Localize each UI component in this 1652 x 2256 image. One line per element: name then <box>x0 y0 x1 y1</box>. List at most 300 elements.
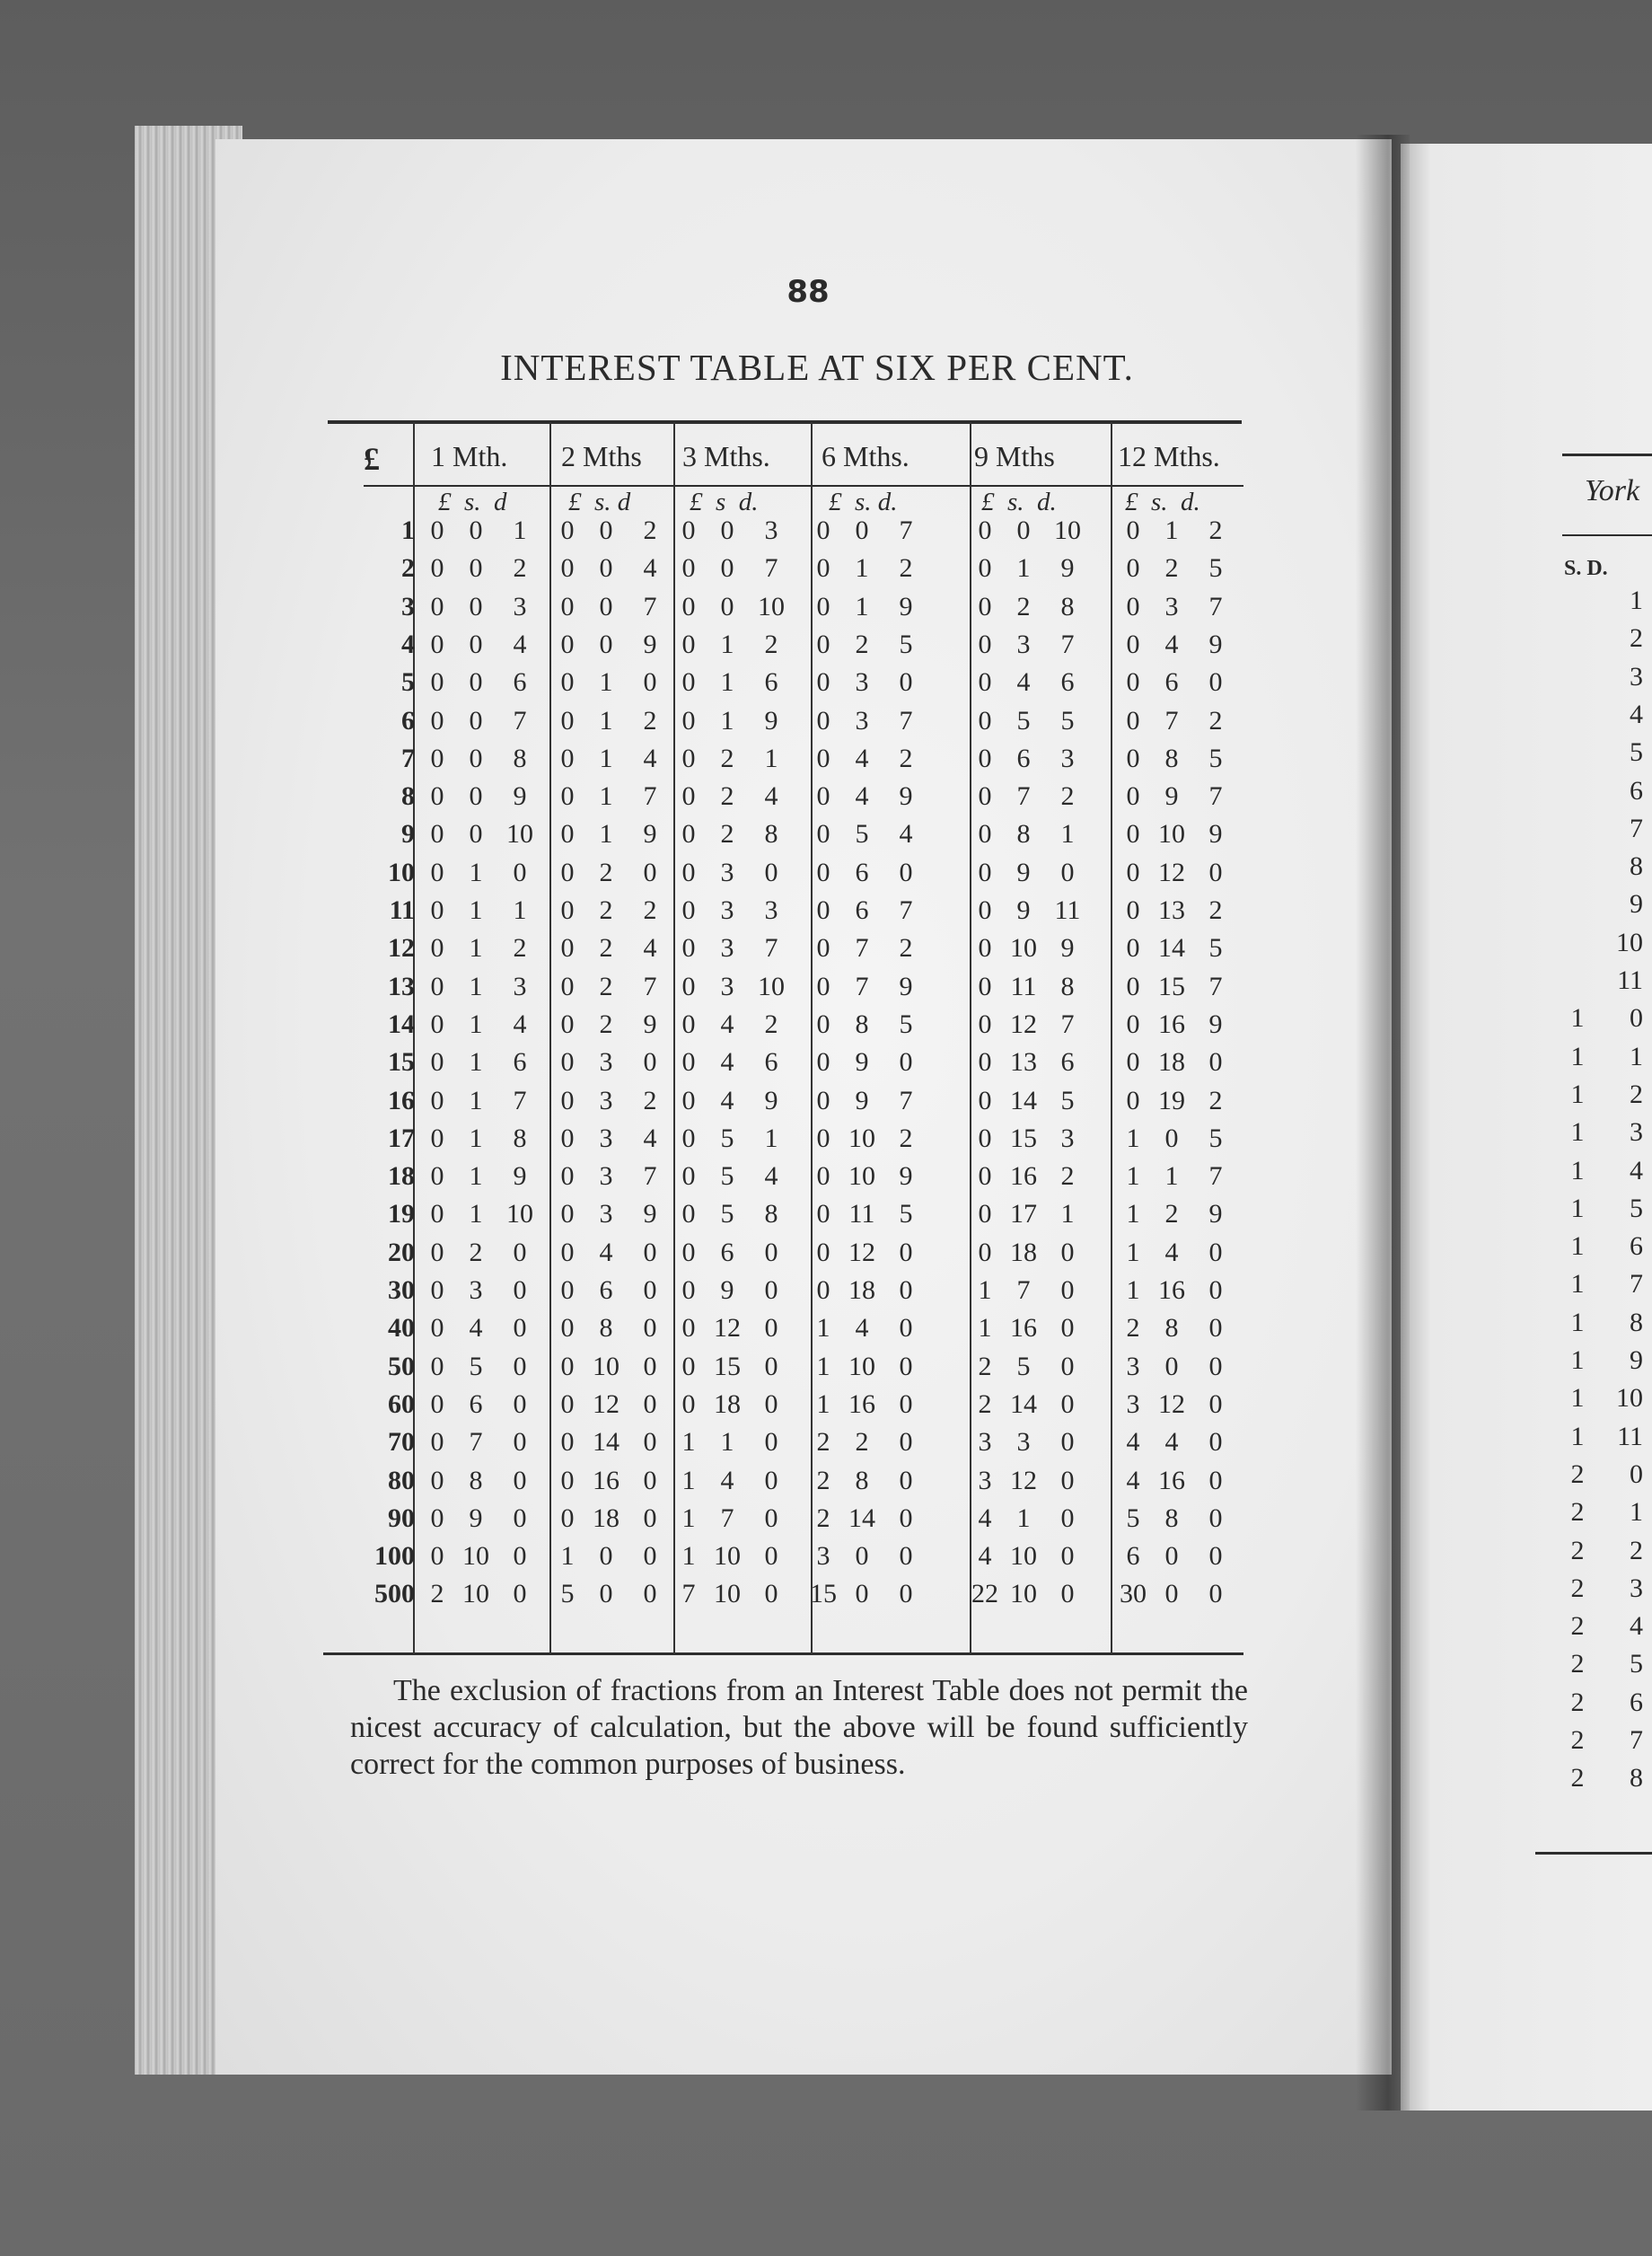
pounds-value: 0 <box>681 819 696 850</box>
table-row <box>350 815 1248 853</box>
shillings-value: 0 <box>1016 516 1031 545</box>
pounds-value: 0 <box>978 857 992 887</box>
column-subheader: £ s. d. <box>1125 488 1200 516</box>
pounds-value: 0 <box>560 591 575 621</box>
pence-value: 5 <box>899 1199 913 1229</box>
pounds-value: 0 <box>681 667 696 698</box>
interest-value <box>1118 1538 1252 1575</box>
pence-value: 4 <box>764 781 778 812</box>
pounds-value: 0 <box>978 1199 992 1229</box>
pence-value: 0 <box>764 1313 778 1344</box>
table-row <box>350 588 1248 626</box>
shillings-value: 6 <box>855 857 869 887</box>
shillings-value: 1 <box>469 1199 483 1229</box>
interest-value <box>422 892 557 930</box>
interest-value <box>422 778 557 815</box>
interest-value <box>552 1044 687 1081</box>
right-page-row <box>1544 1038 1652 1076</box>
pence-value: 6 <box>764 667 778 698</box>
pounds-value: 0 <box>816 1161 830 1192</box>
pence-value: 1 <box>513 516 527 545</box>
pence-value: 11 <box>1054 895 1081 925</box>
pounds-value: 0 <box>1126 781 1140 812</box>
pence-value: 0 <box>1208 1275 1223 1305</box>
pence-value: 5 <box>1630 1193 1643 1223</box>
shillings-value: 2 <box>720 819 734 850</box>
table-row <box>350 892 1248 930</box>
pence-value: 2 <box>1630 1079 1643 1109</box>
right-page-row <box>1544 658 1652 696</box>
pounds-value: 3 <box>978 1465 992 1495</box>
shillings-value: 2 <box>855 1427 869 1458</box>
pence-value: 4 <box>643 743 657 773</box>
pence-value: 1 <box>1060 819 1075 850</box>
pounds-value: 0 <box>978 781 992 812</box>
pence-value: 9 <box>643 1009 657 1039</box>
interest-value <box>552 1158 687 1195</box>
pence-value: 7 <box>643 1161 657 1192</box>
pence-value: 0 <box>513 1541 527 1572</box>
pounds-value: 0 <box>816 1275 830 1305</box>
shillings-value: 14 <box>1158 933 1185 964</box>
shillings-value: 16 <box>1158 1465 1185 1495</box>
pence-value: 0 <box>764 1541 778 1572</box>
right-page-row <box>1544 962 1652 1000</box>
pence-value: 5 <box>1060 1085 1075 1115</box>
pence-value: 3 <box>1060 1123 1075 1153</box>
pence-value: 2 <box>643 1085 657 1115</box>
principal-amount: 1 <box>401 516 415 545</box>
shillings-value: 15 <box>1010 1123 1037 1153</box>
pounds-value: 1 <box>816 1313 830 1344</box>
shillings-value: 9 <box>469 1503 483 1533</box>
interest-value <box>1118 702 1252 740</box>
shillings-value: 0 <box>1164 1123 1179 1153</box>
shillings-value: 0 <box>599 553 613 584</box>
pounds-value: 0 <box>681 1313 696 1344</box>
pence-value: 0 <box>764 1351 778 1381</box>
pounds-value: 0 <box>681 1237 696 1267</box>
pounds-value: 0 <box>560 857 575 887</box>
shillings-value: 3 <box>1016 629 1031 659</box>
shillings-value: 5 <box>720 1123 734 1153</box>
principal-amount: 11 <box>389 895 415 925</box>
shillings-value: 7 <box>469 1427 483 1458</box>
pence-value: 5 <box>899 629 913 659</box>
pence-value: 4 <box>1630 1611 1643 1642</box>
right-page-row <box>1544 1265 1652 1303</box>
interest-value <box>1118 968 1252 1006</box>
interest-value <box>808 892 943 930</box>
pounds-value: 0 <box>816 705 830 736</box>
interest-value <box>552 664 687 701</box>
table-row <box>350 1500 1248 1538</box>
pounds-value: 1 <box>1126 1237 1140 1267</box>
interest-value <box>673 740 808 778</box>
right-page-header-rule <box>1562 454 1652 456</box>
shillings-value: 10 <box>848 1123 875 1153</box>
shillings-value: 1 <box>1164 1161 1179 1192</box>
pounds-value: 3 <box>1126 1388 1140 1419</box>
pounds-value: 0 <box>978 516 992 545</box>
bottom-rule <box>323 1652 1243 1655</box>
pence-value: 0 <box>513 1275 527 1305</box>
pounds-value: 0 <box>978 1047 992 1078</box>
shillings-value: 1 <box>1570 1383 1585 1414</box>
pence-value: 7 <box>643 971 657 1001</box>
pence-value: 7 <box>643 781 657 812</box>
interest-value <box>673 626 808 664</box>
interest-value <box>970 1006 1104 1044</box>
shillings-value: 4 <box>1016 667 1031 698</box>
interest-value <box>970 1082 1104 1120</box>
interest-value <box>552 968 687 1006</box>
principal-amount: 4 <box>401 629 415 659</box>
pence-value: 7 <box>764 933 778 964</box>
pounds-value: 22 <box>971 1579 998 1609</box>
interest-value <box>1118 1195 1252 1233</box>
pence-value: 0 <box>513 1351 527 1381</box>
pounds-value: 0 <box>430 516 444 545</box>
shillings-value: 0 <box>469 629 483 659</box>
pence-value: 1 <box>764 743 778 773</box>
pounds-value: 0 <box>681 857 696 887</box>
principal-amount: 12 <box>388 933 415 964</box>
interest-value <box>1118 815 1252 853</box>
interest-value <box>808 778 943 815</box>
shillings-value: 11 <box>848 1199 875 1229</box>
pounds-value: 0 <box>430 781 444 812</box>
pence-value: 0 <box>764 1388 778 1419</box>
pence-value: 0 <box>643 1503 657 1533</box>
interest-value <box>970 702 1104 740</box>
shillings-value: 0 <box>599 629 613 659</box>
pence-value: 9 <box>899 1161 913 1192</box>
interest-value <box>1118 892 1252 930</box>
shillings-value: 2 <box>1164 553 1179 584</box>
pounds-value: 0 <box>681 553 696 584</box>
pounds-value: 0 <box>430 629 444 659</box>
pence-value: 10 <box>1054 516 1081 545</box>
pence-value: 0 <box>764 1275 778 1305</box>
shillings-value: 1 <box>469 1085 483 1115</box>
pounds-value: 4 <box>1126 1465 1140 1495</box>
pence-value: 1 <box>1060 1199 1075 1229</box>
pence-value: 0 <box>643 1313 657 1344</box>
pence-value: 7 <box>1208 1161 1223 1192</box>
shillings-value: 12 <box>848 1237 875 1267</box>
interest-value <box>1118 1158 1252 1195</box>
pounds-value: 0 <box>816 553 830 584</box>
pence-value: 8 <box>513 743 527 773</box>
interest-value <box>673 1575 808 1613</box>
shillings-value: 7 <box>1016 781 1031 812</box>
pence-value: 7 <box>1630 813 1643 843</box>
pounds-value: 0 <box>1126 667 1140 698</box>
right-page-row <box>1544 696 1652 734</box>
pounds-value: 0 <box>681 1388 696 1419</box>
interest-value <box>422 1462 557 1500</box>
shillings-value: 2 <box>1570 1649 1585 1679</box>
interest-value <box>552 1423 687 1461</box>
shillings-value: 1 <box>720 1427 734 1458</box>
pounds-value: 0 <box>560 1388 575 1419</box>
pence-value: 2 <box>1208 1085 1223 1115</box>
interest-value <box>970 1234 1104 1272</box>
pence-value: 5 <box>1208 743 1223 773</box>
shillings-value: 2 <box>1570 1763 1585 1793</box>
table-row <box>350 1462 1248 1500</box>
interest-value <box>808 740 943 778</box>
pence-value: 9 <box>643 1199 657 1229</box>
shillings-value: 3 <box>855 667 869 698</box>
pence-value: 8 <box>1630 1307 1643 1337</box>
interest-value <box>808 1500 943 1538</box>
pence-value: 11 <box>1617 1421 1643 1451</box>
interest-value <box>422 1423 557 1461</box>
pence-value: 0 <box>1060 1313 1075 1344</box>
pence-value: 10 <box>1616 927 1643 957</box>
shillings-value: 6 <box>599 1275 613 1305</box>
pounds-value: 0 <box>560 933 575 964</box>
shillings-value: 9 <box>1164 781 1179 812</box>
interest-value <box>552 1348 687 1386</box>
column-subheader: £ s. d <box>568 488 631 516</box>
shillings-value: 2 <box>720 743 734 773</box>
interest-value <box>808 1309 943 1347</box>
shillings-value: 10 <box>848 1351 875 1381</box>
pence-value: 3 <box>513 971 527 1001</box>
shillings-value: 8 <box>855 1465 869 1495</box>
shillings-value: 13 <box>1010 1047 1037 1078</box>
interest-value <box>673 550 808 587</box>
shillings-value: 0 <box>855 1579 869 1609</box>
pounds-value: 0 <box>560 1465 575 1495</box>
interest-value <box>422 854 557 892</box>
shillings-value: 1 <box>599 819 613 850</box>
pence-value: 6 <box>513 667 527 698</box>
pounds-value: 0 <box>1126 553 1140 584</box>
pounds-value: 0 <box>560 1047 575 1078</box>
pence-value: 2 <box>764 629 778 659</box>
interest-value <box>970 854 1104 892</box>
shillings-value: 12 <box>1158 1388 1185 1419</box>
interest-value <box>970 1195 1104 1233</box>
principal-amount: 500 <box>374 1579 415 1609</box>
pence-value: 7 <box>643 591 657 621</box>
shillings-value: 4 <box>720 1085 734 1115</box>
interest-value <box>970 1120 1104 1158</box>
column-header: 6 Mths. <box>822 440 909 472</box>
pounds-value: 5 <box>560 1579 575 1609</box>
pounds-value: 0 <box>430 1085 444 1115</box>
interest-value <box>673 1423 808 1461</box>
shillings-value: 19 <box>1158 1085 1185 1115</box>
pounds-value: 7 <box>681 1579 696 1609</box>
pence-value: 0 <box>1208 857 1223 887</box>
pounds-value: 0 <box>978 1161 992 1192</box>
interest-value <box>552 1309 687 1347</box>
shillings-value: 6 <box>855 895 869 925</box>
shillings-value: 1 <box>469 1161 483 1192</box>
pounds-value: 3 <box>978 1427 992 1458</box>
interest-value <box>422 1500 557 1538</box>
shillings-value: 1 <box>1570 1307 1585 1337</box>
table-row <box>350 1423 1248 1461</box>
interest-value <box>1118 1006 1252 1044</box>
pounds-value: 0 <box>681 705 696 736</box>
interest-value <box>808 550 943 587</box>
shillings-value: 3 <box>599 1123 613 1153</box>
pounds-value: 0 <box>816 629 830 659</box>
shillings-value: 2 <box>1570 1535 1585 1565</box>
pounds-value: 0 <box>681 1275 696 1305</box>
pence-value: 9 <box>1208 1199 1223 1229</box>
shillings-value: 1 <box>1016 1503 1031 1533</box>
interest-value <box>673 1120 808 1158</box>
table-row <box>350 778 1248 815</box>
pence-value: 8 <box>1630 1763 1643 1793</box>
shillings-value: 4 <box>1164 629 1179 659</box>
column-header: 1 Mth. <box>431 440 508 472</box>
interest-value <box>422 1044 557 1081</box>
interest-value <box>422 815 557 853</box>
pounds-value: 2 <box>816 1503 830 1533</box>
shillings-value: 14 <box>848 1503 875 1533</box>
table-row <box>350 1538 1248 1575</box>
interest-value <box>673 815 808 853</box>
pence-value: 2 <box>643 705 657 736</box>
interest-value <box>970 1423 1104 1461</box>
interest-value <box>422 968 557 1006</box>
shillings-value: 8 <box>1164 1503 1179 1533</box>
pounds-value: 0 <box>430 933 444 964</box>
pence-value: 0 <box>513 1427 527 1458</box>
pounds-value: 2 <box>978 1351 992 1381</box>
shillings-value: 0 <box>599 1579 613 1609</box>
shillings-value: 3 <box>599 1085 613 1115</box>
pounds-value: 0 <box>560 1503 575 1533</box>
pounds-value: 0 <box>560 1199 575 1229</box>
pounds-value: 0 <box>430 1199 444 1229</box>
pence-value: 0 <box>643 1275 657 1305</box>
interest-value <box>808 702 943 740</box>
interest-value <box>808 626 943 664</box>
interest-value <box>808 1006 943 1044</box>
pence-value: 2 <box>764 1009 778 1039</box>
pence-value: 0 <box>899 1579 913 1609</box>
pounds-value: 0 <box>560 1237 575 1267</box>
pence-value: 4 <box>1630 699 1643 729</box>
pence-value: 3 <box>764 516 778 545</box>
shillings-value: 8 <box>1164 1313 1179 1344</box>
shillings-value: 1 <box>1570 1345 1585 1375</box>
pounds-value: 0 <box>978 1009 992 1039</box>
shillings-value: 8 <box>855 1009 869 1039</box>
pence-value: 3 <box>1630 661 1643 692</box>
pounds-value: 15 <box>810 1579 837 1609</box>
interest-value <box>673 512 808 550</box>
shillings-value: 0 <box>469 781 483 812</box>
interest-value <box>422 1082 557 1120</box>
principal-amount: 50 <box>388 1351 415 1381</box>
shillings-value: 5 <box>720 1199 734 1229</box>
shillings-value: 1 <box>720 667 734 698</box>
shillings-value: 0 <box>469 667 483 698</box>
interest-value <box>422 1386 557 1423</box>
pence-value: 0 <box>1208 1465 1223 1495</box>
pence-value: 9 <box>1208 629 1223 659</box>
pence-value: 2 <box>899 743 913 773</box>
interest-value <box>970 1386 1104 1423</box>
right-page-row <box>1544 1304 1652 1342</box>
shillings-value: 1 <box>855 553 869 584</box>
shillings-value: 0 <box>599 591 613 621</box>
table-row <box>350 702 1248 740</box>
right-page-row <box>1544 848 1652 886</box>
interest-value <box>552 1575 687 1613</box>
pence-value: 3 <box>1630 1117 1643 1148</box>
interest-value <box>808 664 943 701</box>
column-header: 9 Mths <box>974 440 1055 472</box>
shillings-value: 14 <box>1010 1085 1037 1115</box>
pence-value: 0 <box>764 1465 778 1495</box>
interest-value <box>1118 1272 1252 1309</box>
pounds-value: 0 <box>1126 819 1140 850</box>
pence-value: 0 <box>1208 667 1223 698</box>
pounds-value: 0 <box>681 591 696 621</box>
shillings-value: 1 <box>599 781 613 812</box>
shillings-value: 0 <box>855 1541 869 1572</box>
pence-value: 7 <box>1208 591 1223 621</box>
pence-value: 0 <box>764 1579 778 1609</box>
shillings-value: 8 <box>469 1465 483 1495</box>
pence-value: 2 <box>1208 895 1223 925</box>
pounds-value: 0 <box>816 781 830 812</box>
column-header: 2 Mths <box>561 440 642 472</box>
shillings-value: 16 <box>1010 1313 1037 1344</box>
shillings-value: 0 <box>720 516 734 545</box>
pence-value: 0 <box>1208 1503 1223 1533</box>
interest-value <box>970 664 1104 701</box>
right-page-row <box>1544 1228 1652 1265</box>
shillings-value: 1 <box>1164 516 1179 545</box>
pence-value: 0 <box>643 1237 657 1267</box>
pounds-value: 0 <box>816 933 830 964</box>
interest-value <box>970 778 1104 815</box>
pounds-value: 0 <box>560 1161 575 1192</box>
shillings-value: 6 <box>720 1237 734 1267</box>
pounds-value: 0 <box>560 553 575 584</box>
interest-value <box>970 815 1104 853</box>
shillings-value: 4 <box>855 743 869 773</box>
shillings-value: 15 <box>1158 971 1185 1001</box>
pence-value: 7 <box>899 705 913 736</box>
pence-value: 1 <box>1630 1041 1643 1071</box>
shillings-value: 7 <box>1164 705 1179 736</box>
pounds-value: 0 <box>978 705 992 736</box>
interest-value <box>970 1538 1104 1575</box>
shillings-value: 10 <box>1158 819 1185 850</box>
pounds-value: 2 <box>816 1465 830 1495</box>
shillings-value: 10 <box>1010 1579 1037 1609</box>
pence-value: 5 <box>1630 737 1643 768</box>
pence-value: 2 <box>899 1123 913 1153</box>
table-row <box>350 626 1248 664</box>
shillings-value: 0 <box>599 1541 613 1572</box>
shillings-value: 0 <box>469 553 483 584</box>
pounds-value: 1 <box>978 1275 992 1305</box>
